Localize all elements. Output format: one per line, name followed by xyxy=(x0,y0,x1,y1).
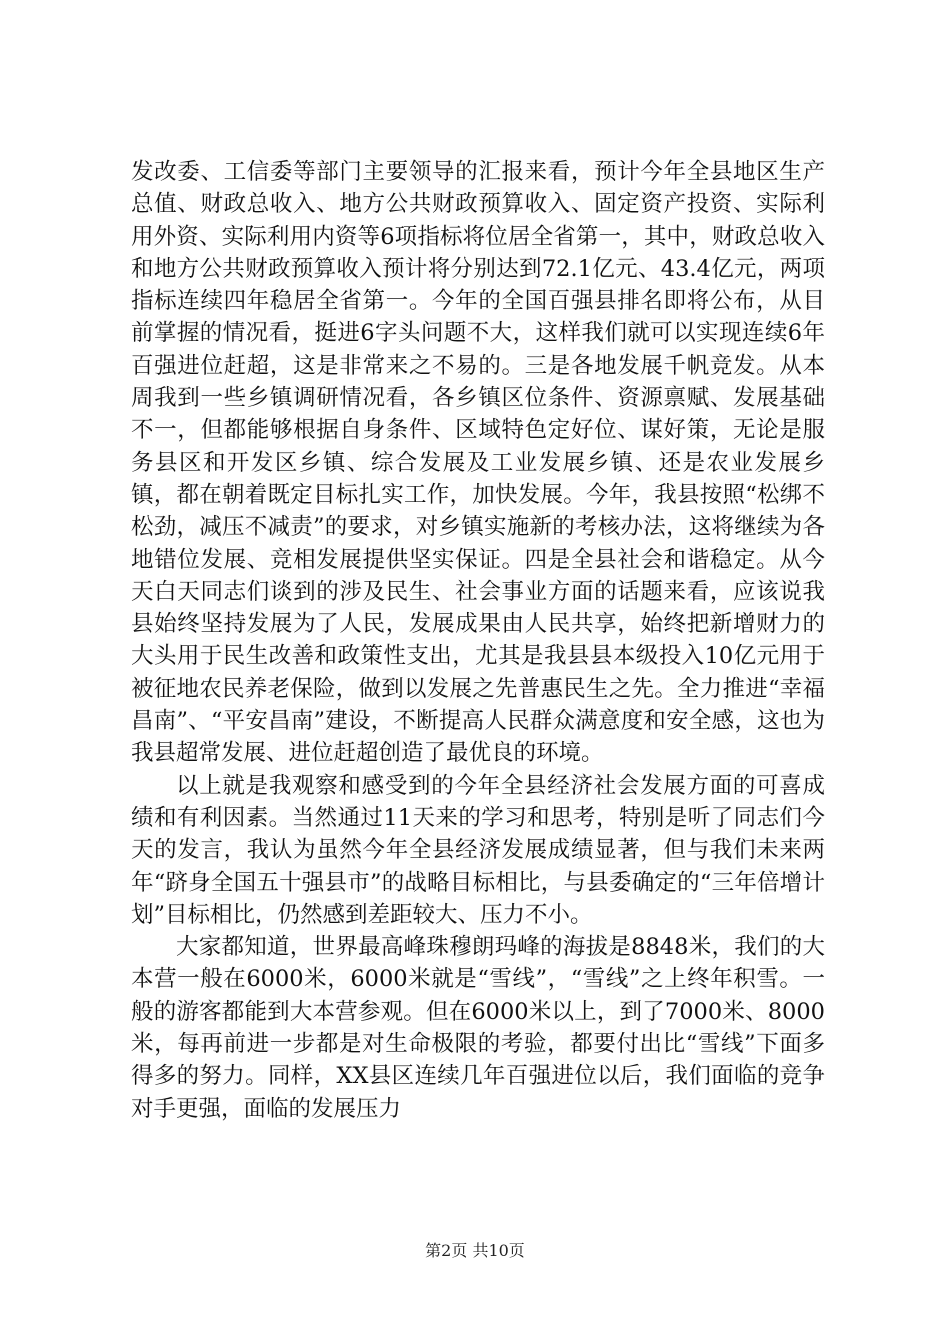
page-footer: 第2页 共10页 xyxy=(425,1241,525,1260)
paragraph-1: 发改委、工信委等部门主要领导的汇报来看，预计今年全县地区生产总值、财政总收入、地方公共财政预算收入、固定资产投资、实际利用外资、实际利用内资等6项指标将位居全省第一，其中，财政总收入和地方公共财政预算收入预计将分别达到72.1亿元、43.4亿元，两项指标连续四年稳居全省第一。今年的全国百强县排名即将公布，从目前掌握的情况看，挺进6字头问题不大，这样我们就可以实现连续6年百强进位赶超，这是非常来之不易的。三是各地发展千帆竞发。从本周我到一些乡镇调研情况看，各乡镇区位条件、资源禀赋、发展基础不一，但都能够根据自身条件、区域特色定好位、谋好策，无论是服务县区和开发区乡镇、综合发展及工业发展乡镇、还是农业发展乡镇，都在朝着既定目标扎实工作，加快发展。今年，我县按照“松绑不松劲，减压不减责”的要求，对乡镇实施新的考核办法，这将继续为各地错位发展、竞相发展提供坚实保证。四是全县社会和谐稳定。从今天白天同志们谈到的涉及民生、社会事业方面的话题来看，应该说我县始终坚持发展为了人民，发展成果由人民共享，始终把新增财力的大头用于民生改善和政策性支出，尤其是我县县本级投入10亿元用于被征地农民养老保险，做到以发展之先普惠民生之先。全力推进“幸福昌南”、“平安昌南”建设，不断提高人民群众满意度和安全感，这也为我县超常发展、进位赶超创造了最优良的环境。 xyxy=(131,159,825,767)
paragraph-3: 大家都知道，世界最高峰珠穆朗玛峰的海拔是8848米，我们的大本营一般在6000米，6000米就是“雪线”，“雪线”之上终年积雪。一般的游客都能到大本营参观。但在6000米以上，到了7000米、8000米，每再前进一步都是对生命极限的考验，都要付出比“雪线”下面多得多的努力。同样，XX县区连续几年百强进位以后，我们面临的竞争对手更强，面临的发展压力 xyxy=(131,934,825,1122)
document-body xyxy=(131,156,825,1125)
paragraph-2: 以上就是我观察和感受到的今年全县经济社会发展方面的可喜成绩和有利因素。当然通过11天来的学习和思考，特别是听了同志们今天的发言，我认为虽然今年全县经济发展成绩显著，但与我们未来两年“跻身全国五十强县市”的战略目标相比，与县委确定的“三年倍增计划”目标相比，仍然感到差距较大、压力不小。 xyxy=(131,772,825,928)
